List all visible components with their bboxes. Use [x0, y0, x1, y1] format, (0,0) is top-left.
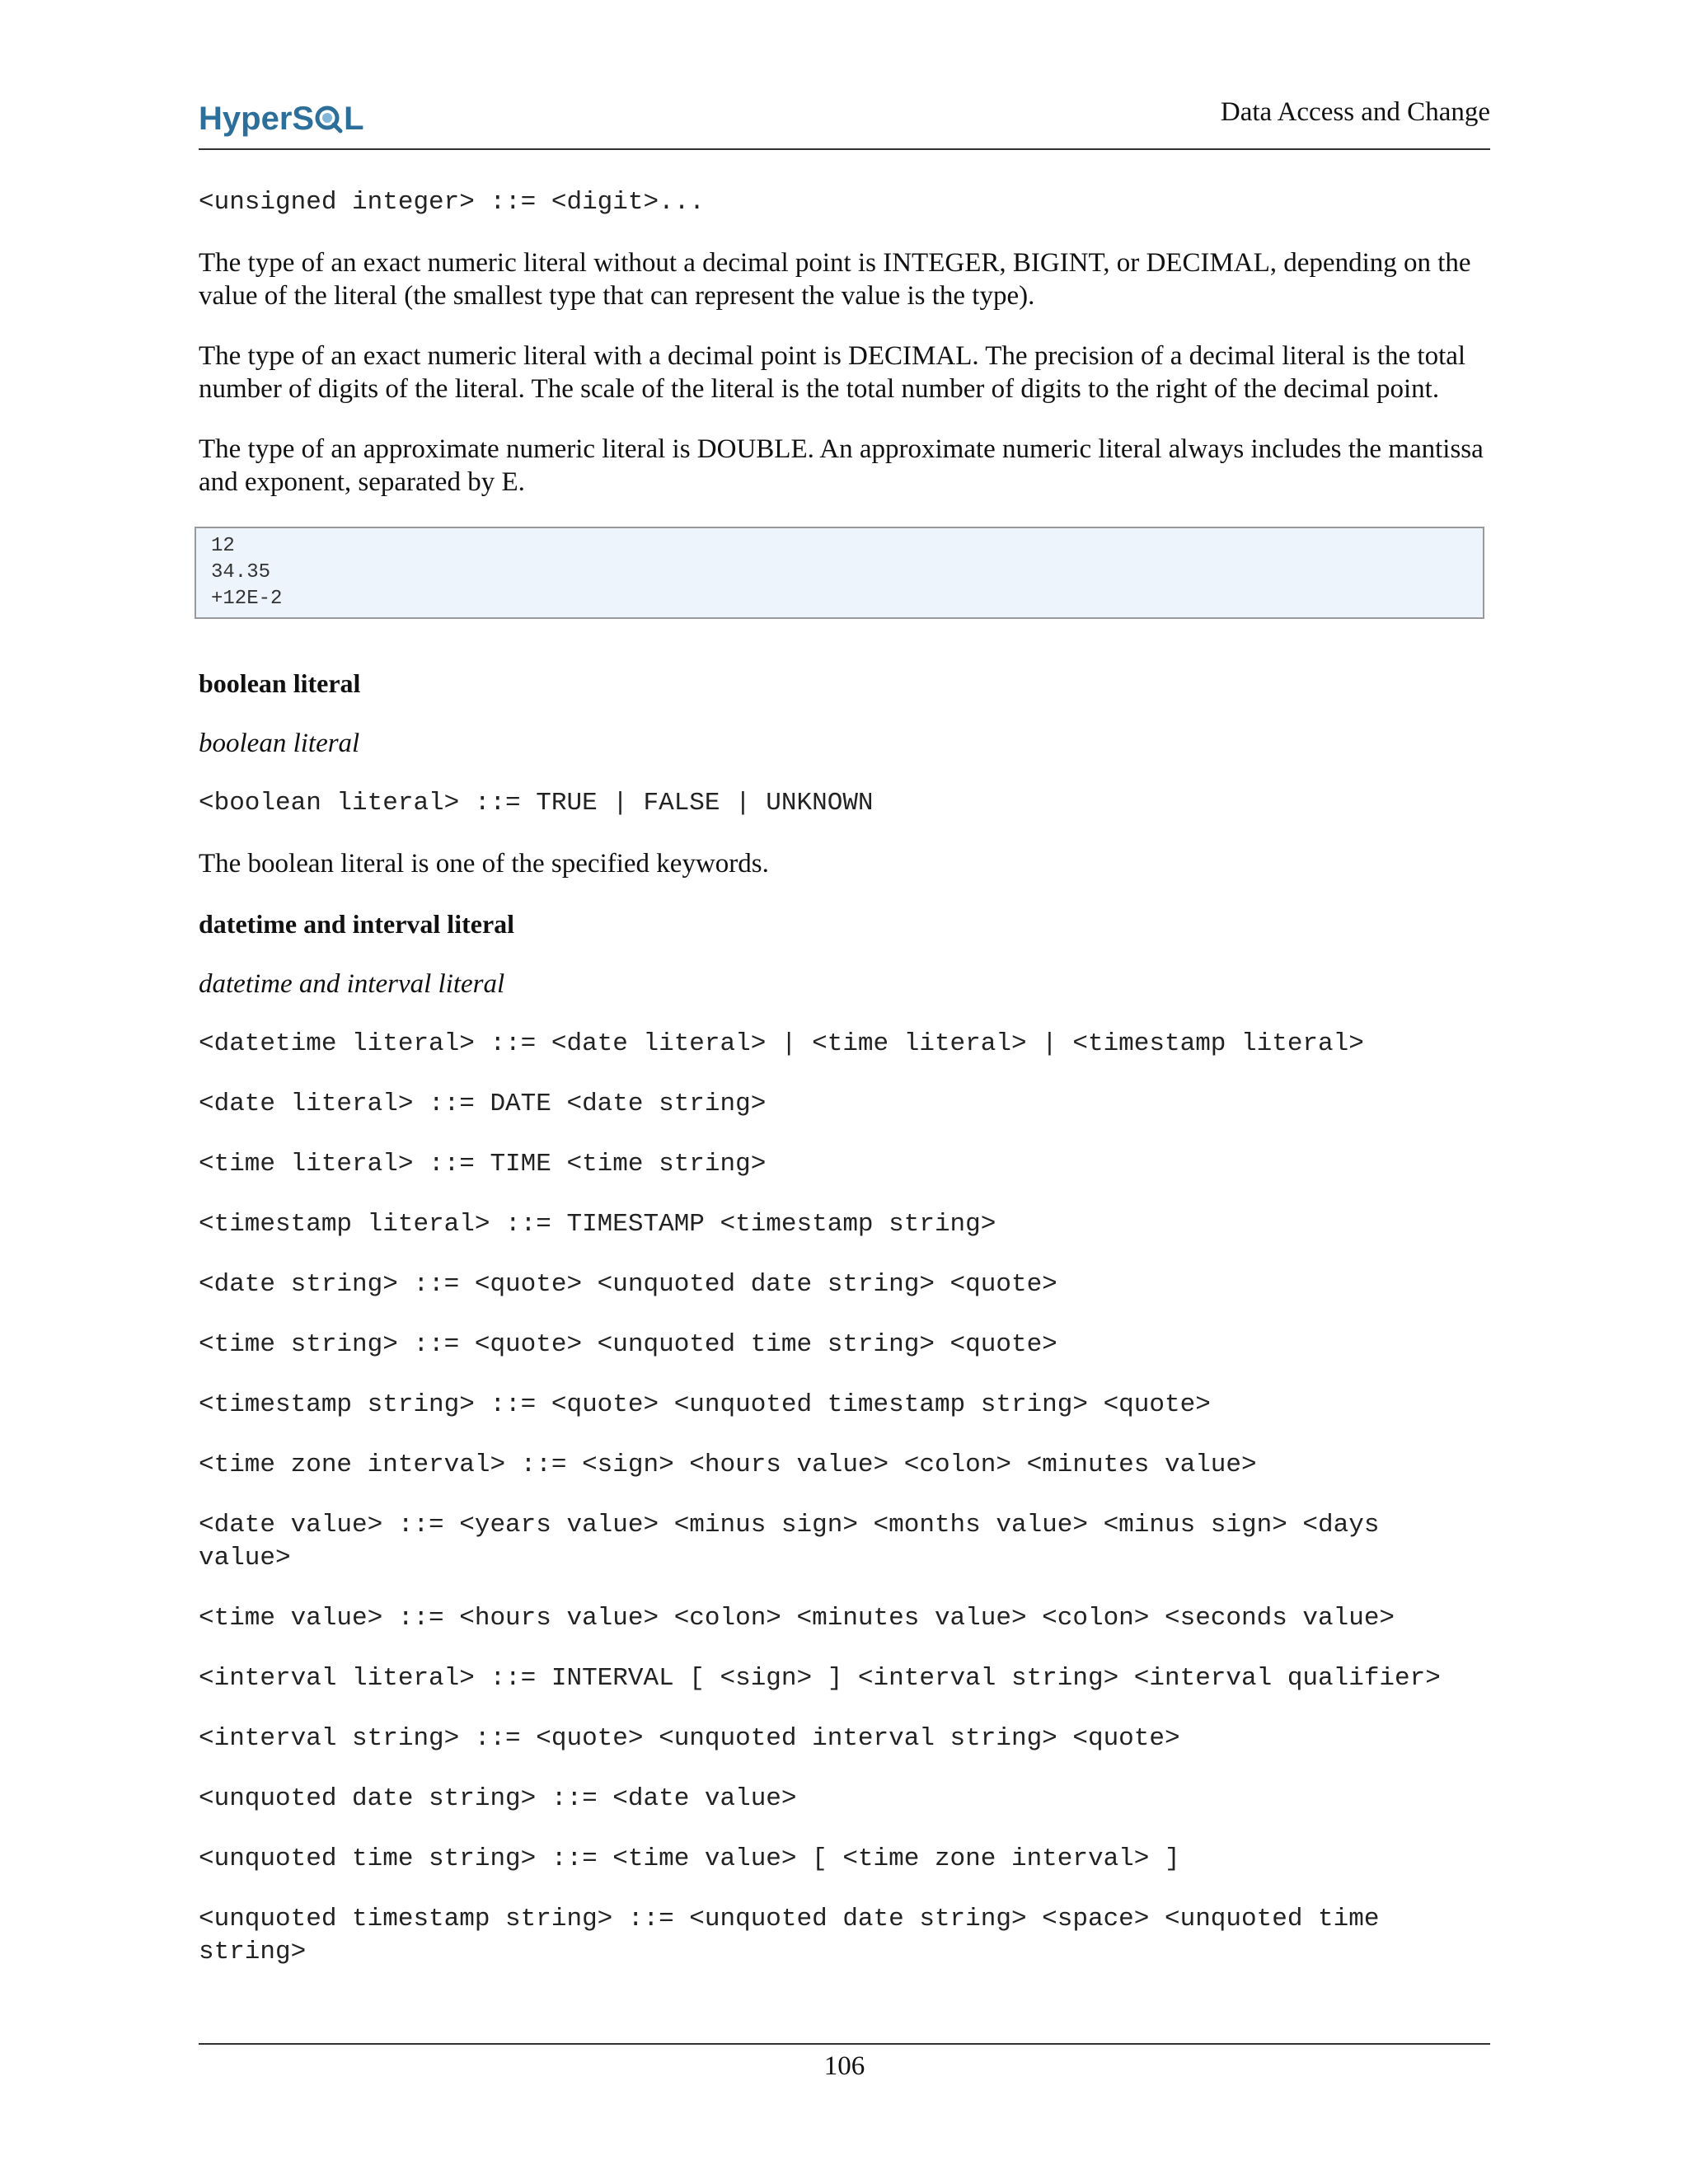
paragraph-exact-decimal: The type of an exact numeric literal with a decimal point is DECIMAL. The precision of a decimal literal is the total number of digits of the literal. The scale of the literal is the total number of digits to the right of the decimal point. — [199, 341, 1466, 404]
grammar-rule: <time zone interval> ::= <sign> <hours value> <colon> <minutes value> — [199, 1451, 1257, 1479]
grammar-rule: <date literal> ::= DATE <date string> — [199, 1090, 767, 1118]
grammar-rule: <date value> ::= <years value> <minus sign> <months value> <minus sign> <days value> — [199, 1511, 1380, 1572]
datetime-subheading: datetime and interval literal — [199, 969, 505, 999]
grammar-rule: <unquoted date string> ::= <date value> — [199, 1784, 797, 1813]
logo-text-left: HyperS — [199, 100, 315, 137]
grammar-unsigned-integer: <unsigned integer> ::= <digit>... — [199, 188, 705, 217]
grammar-rule: <timestamp literal> ::= TIMESTAMP <timestamp string> — [199, 1210, 996, 1239]
code-example-box: 12 34.35 +12E-2 — [195, 527, 1484, 619]
grammar-rule: <time value> ::= <hours value> <colon> <minutes value> <colon> <seconds value> — [199, 1604, 1395, 1633]
page-header — [199, 91, 1490, 150]
hypersql-logo — [199, 97, 364, 140]
logo-magnifier-icon — [314, 102, 344, 135]
grammar-rule: <time string> ::= <quote> <unquoted time string> <quote> — [199, 1330, 1057, 1359]
grammar-rule: <interval literal> ::= INTERVAL [ <sign> ] <interval string> <interval qualifier> — [199, 1664, 1441, 1693]
document-page — [199, 0, 1490, 2184]
grammar-boolean: <boolean literal> ::= TRUE | FALSE | UNKNOWN — [199, 789, 874, 818]
grammar-rule: <unquoted timestamp string> ::= <unquoted date string> <space> <unquoted time string> — [199, 1905, 1380, 1966]
grammar-rule: <date string> ::= <quote> <unquoted date string> <quote> — [199, 1270, 1057, 1299]
grammar-rule: <timestamp string> ::= <quote> <unquoted timestamp string> <quote> — [199, 1390, 1211, 1419]
boolean-heading: boolean literal — [199, 668, 361, 698]
page-number: 106 — [823, 2051, 865, 2081]
datetime-rules — [199, 1001, 1490, 1969]
grammar-rule: <datetime literal> ::= <date literal> | <time literal> | <timestamp literal> — [199, 1029, 1364, 1058]
datetime-heading: datetime and interval literal — [199, 909, 515, 939]
grammar-rule: <time literal> ::= TIME <time string> — [199, 1150, 767, 1179]
page-footer — [199, 2043, 1490, 2082]
logo-text-right: L — [344, 100, 364, 137]
page-content — [199, 186, 1490, 1969]
grammar-rule: <interval string> ::= <quote> <unquoted interval string> <quote> — [199, 1724, 1180, 1753]
grammar-rule: <unquoted time string> ::= <time value> [ <time zone interval> ] — [199, 1844, 1180, 1873]
boolean-subheading: boolean literal — [199, 729, 360, 758]
paragraph-boolean: The boolean literal is one of the specified keywords. — [199, 849, 769, 879]
paragraph-approximate: The type of an approximate numeric literal is DOUBLE. An approximate numeric literal always includes the mantissa and exponent, separated by E. — [199, 434, 1484, 497]
paragraph-exact-no-decimal: The type of an exact numeric literal without a decimal point is INTEGER, BIGINT, or DECIMAL, depending on the value of the literal (the smallest type that can represent the value is the type). — [199, 248, 1471, 311]
chapter-title: Data Access and Change — [1220, 97, 1490, 127]
